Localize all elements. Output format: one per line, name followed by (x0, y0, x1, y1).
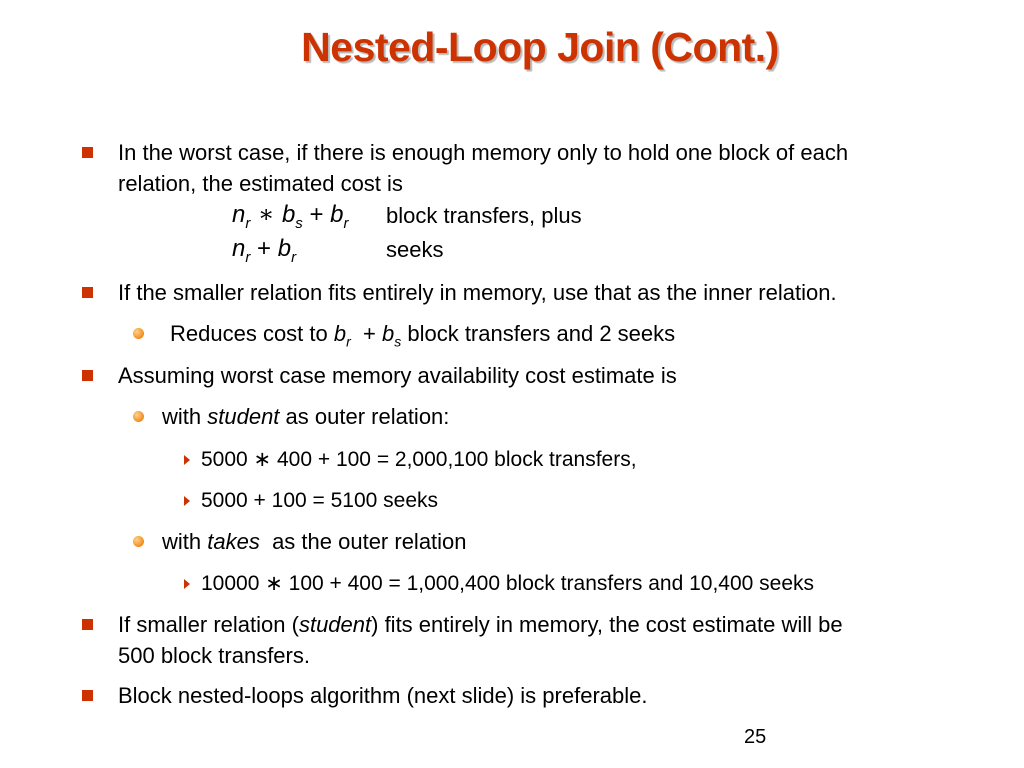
sub-sub-bullet-text: 10000 ∗ 100 + 400 = 1,000,400 block transfers and 10,400 seeks (201, 572, 815, 595)
formula-transfers: $n_r$ ∗ $b_s + b_r$ (232, 200, 349, 232)
square-bullet-icon (82, 370, 93, 381)
formula-transfers-desc: block transfers, plus (386, 203, 582, 228)
bullet-text: 500 block transfers. (118, 643, 310, 668)
formula-seeks: $n_r + b_r$ (232, 235, 297, 266)
square-bullet-icon (82, 619, 93, 630)
square-bullet-icon (82, 690, 93, 701)
slide-title: Nested-Loop Join (Cont.) (301, 24, 779, 70)
arrow-bullet-icon (184, 455, 190, 465)
formula-seeks-desc: seeks (386, 237, 444, 262)
arrow-bullet-icon (184, 496, 190, 506)
sub-bullet-text: with student as outer relation: (162, 404, 450, 429)
square-bullet-icon (82, 147, 93, 158)
bullet-text: In the worst case, if there is enough memory only to hold one block of each (118, 140, 849, 165)
arrow-bullet-icon (184, 579, 190, 589)
square-bullet-icon (82, 287, 93, 298)
bullet-text: Assuming worst case memory availability cost estimate is (118, 363, 677, 388)
round-bullet-icon (133, 328, 144, 339)
round-bullet-icon (133, 536, 144, 547)
bullet-text: If the smaller relation fits entirely in memory, use that as the inner relation. (118, 280, 837, 305)
sub-sub-bullet-text: 5000 ∗ 400 + 100 = 2,000,100 block transfers, (201, 448, 637, 471)
sub-sub-bullet-text: 5000 + 100 = 5100 seeks (201, 489, 439, 512)
round-bullet-icon (133, 411, 144, 422)
page-number: 25 (744, 726, 767, 748)
sub-bullet-text: with takes as the outer relation (162, 529, 467, 554)
bullet-text: Block nested-loops algorithm (next slide) is preferable. (118, 683, 648, 708)
bullet-text: If smaller relation (student) fits entirely in memory, the cost estimate will be (118, 612, 843, 637)
sub-bullet-text: Reduces cost to $b_r + b_s$ block transfers and 2 seeks (170, 321, 676, 350)
bullet-text: relation, the estimated cost is (118, 171, 403, 196)
